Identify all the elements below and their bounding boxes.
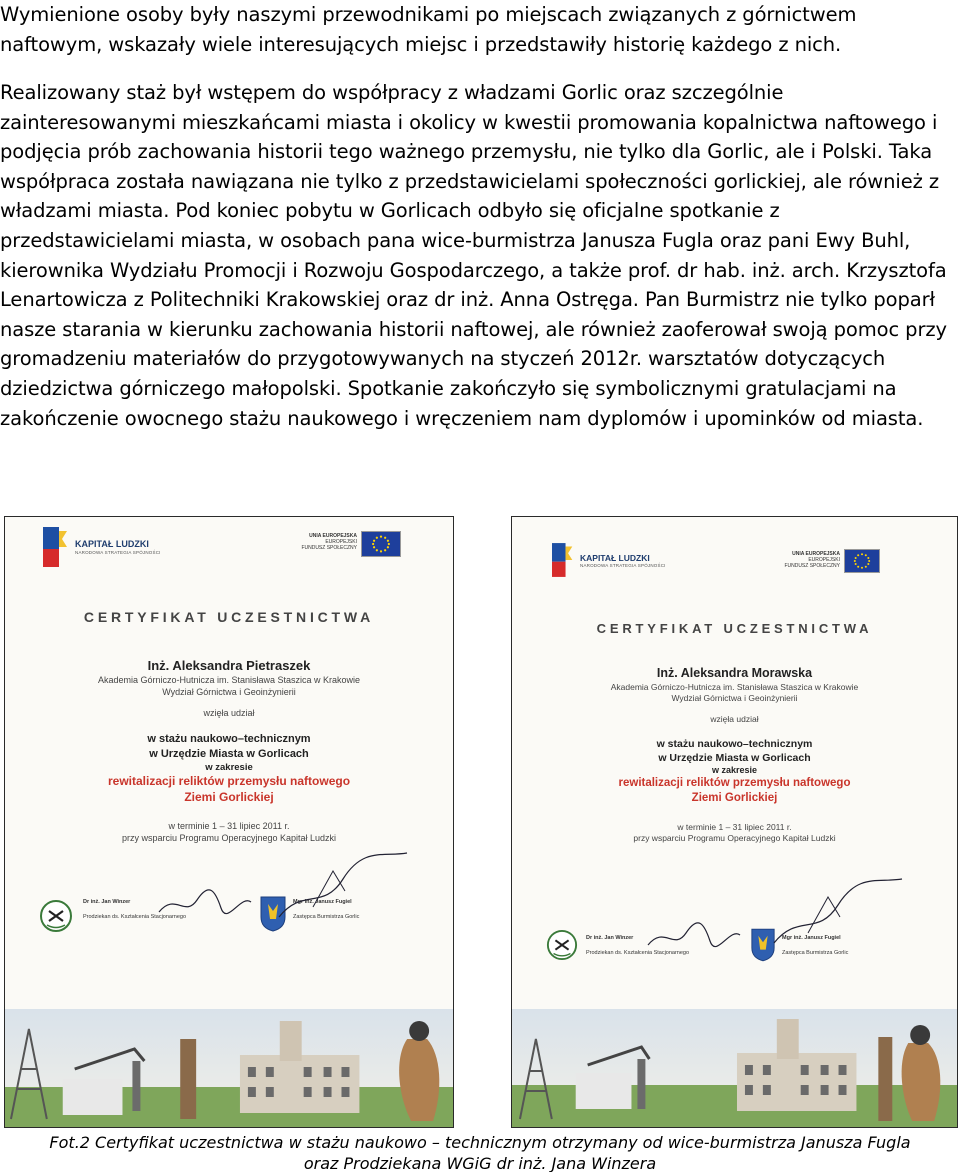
paragraph-intro: Wymienione osoby były naszymi przewodnikami po miejscach związanych z górnictwem naftowym, wskazały wiele interesujących miejsc i przedstawiły historię każdego z nich. [0, 3, 857, 56]
certificate-heading: CERTYFIKAT UCZESTNICTWA [596, 621, 873, 636]
agh-seal-icon [546, 929, 578, 961]
kapital-ludzki-title: KAPITAŁ LUDZKI [580, 553, 650, 563]
kapital-ludzki-subtitle: NARODOWA STRATEGIA SPÓJNOŚCI [75, 550, 161, 555]
recipient-name: Inż. Aleksandra Morawska [656, 666, 813, 680]
certificate-photo-left [4, 516, 454, 1128]
paragraph-main: Realizowany staż był wstępem do współpracy z władzami Gorlic oraz szczególnie zainteresowanymi mieszkańcami miasta i okolicy w kwestii promowania kopalnictwa naftowego i podjęcia prób zachowania historii tego ważnego przemysłu, nie tylko dla Gorlic, ale i Polski. Taka współpraca została nawiązana nie tylko z przedstawicielami społeczności gorlickiej, ale również z władzami miasta. Pod koniec pobytu w Gorlicach odbyło się oficjalne spotkanie z przedstawicielami miasta, w osobach pana wice-burmistrza Janusza Fugla oraz pani Ewy Buhl, kierownika Wydziału Promocji i Rozwoju Gospodarczego, a także prof. dr hab. inż. arch. Krzysztofa Lenartowicza z Politechniki Krakowskiej oraz dr inż. Anna Ostręga. Pan Burmistrz nie tylko poparł nasze starania w kierunku zachowania historii naftowej, ale również zaoferował swoją pomoc przy gromadzeniu materiałów do przygotowywanych na styczeń 2012r. warsztatów dotyczących dziedzictwa górniczego małopolski. Spotkanie zakończyło się symbolicznymi gratulacjami na zakończenie owocnego stażu naukowego i wręczeniem nam dyplomów i upominków od miasta. [0, 81, 947, 430]
figure-caption [0, 1132, 960, 1172]
signer2: Mgr inż. Janusz Fugiel Zastępca Burmistrza Gorlic [782, 935, 849, 956]
eu-label: UNIA EUROPEJSKA EUROPEJSKI FUNDUSZ SPOŁECZNY [301, 533, 357, 551]
recipient-name: Inż. Aleksandra Pietraszek [147, 658, 311, 673]
signer1: Dr inż. Jan Winzer Prodziekan ds. Kształcenia Stacjonarnego [83, 899, 187, 920]
oil-heritage-photo-strip [512, 1009, 957, 1127]
eu-flag-icon [844, 549, 880, 573]
signature-scribble-icon [768, 873, 908, 953]
signer2: Mgr inż. Janusz Fugiel Zastępca Burmistrza Gorlic [293, 899, 360, 920]
oil-heritage-photo-strip [5, 1009, 453, 1127]
certificate-photo-right [511, 516, 958, 1128]
kapital-ludzki-logo-icon [43, 527, 69, 567]
signer1: Dr inż. Jan Winzer Prodziekan ds. Kształcenia Stacjonarnego [586, 935, 690, 956]
certificate-heading: CERTYFIKAT UCZESTNICTWA [83, 609, 375, 625]
caption-line-1: Fot.2 Certyfikat uczestnictwa w stażu naukowo – technicznym otrzymany od wice-burmistrza Janusza Fugla [49, 1133, 911, 1152]
agh-seal-icon [39, 899, 73, 933]
signature-scribble-icon [644, 915, 744, 955]
caption-line-2: oraz Prodziekana WGiG dr inż. Jana Winzera [303, 1154, 657, 1172]
eu-label: UNIA EUROPEJSKA EUROPEJSKI FUNDUSZ SPOŁECZNY [784, 551, 840, 569]
signature-scribble-icon [155, 882, 255, 922]
eu-flag-icon [361, 531, 401, 557]
kapital-ludzki-title: KAPITAŁ LUDZKI [75, 539, 149, 549]
kapital-ludzki-subtitle: NARODOWA STRATEGIA SPÓJNOŚCI [580, 563, 666, 568]
kapital-ludzki-logo-icon [552, 543, 574, 577]
signature-scribble-icon [273, 847, 413, 927]
certificate-body: Inż. Aleksandra Pietraszek Akademia Górniczo-Hutnicza im. Stanisława Staszica w Krakowie Wydział Górnictwa i Geoinżynierii wzięła udział w stażu naukowo–technicznym w Urzędzie Miasta w Gorlicach w zakresie rewitalizacji reliktów przemysłu naftowego Ziemi Gorlickiej w terminie 1 – 31 lipiec 2011 r. przy wsparciu Programu Operacyjnego Kapitał Ludzki [5, 657, 453, 844]
certificate-body: Inż. Aleksandra Morawska Akademia Górniczo-Hutnicza im. Stanisława Staszica w Krakowie Wydział Górnictwa i Geoinżynierii wzięła udział w stażu naukowo–technicznym w Urzędzie Miasta w Gorlicach w zakresie rewitalizacji reliktów przemysłu naftowego Ziemi Gorlickiej w terminie 1 – 31 lipiec 2011 r. przy wsparciu Programu Operacyjnego Kapitał Ludzki [512, 665, 957, 844]
